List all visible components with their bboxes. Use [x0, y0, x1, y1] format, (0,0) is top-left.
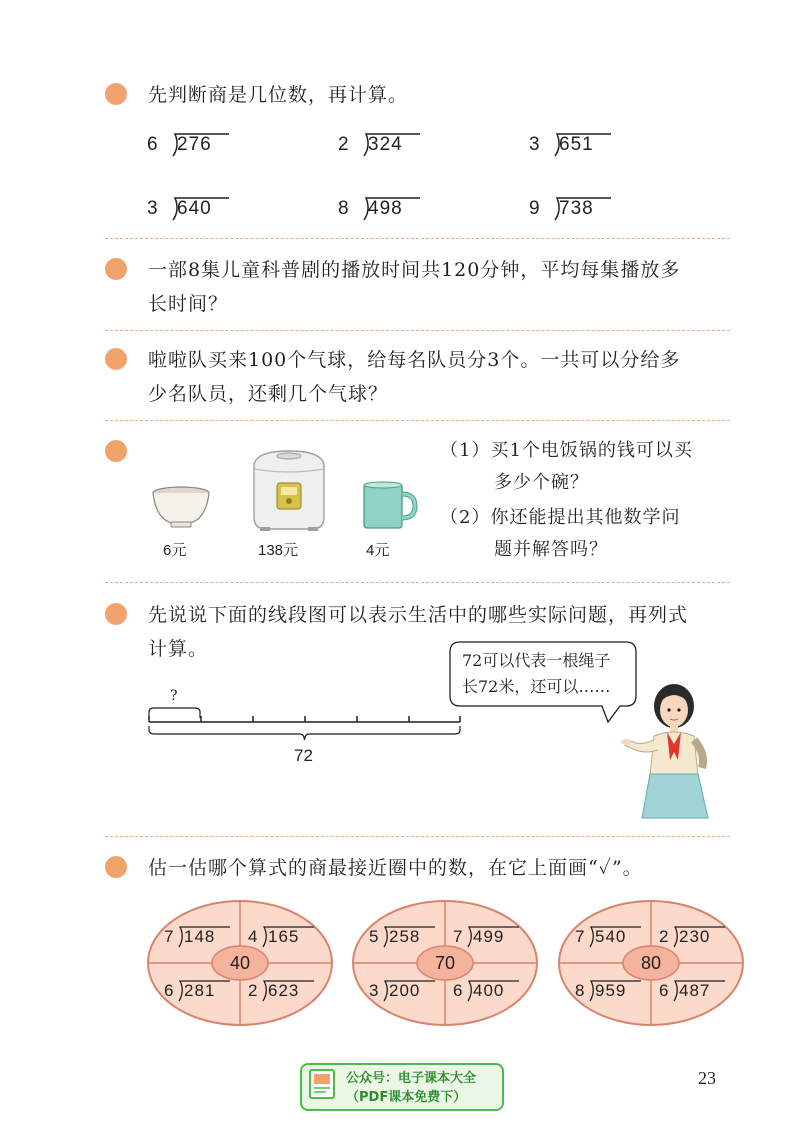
oval-center-number: 70 [434, 953, 456, 973]
divisor: 6 [659, 981, 669, 1000]
speech-bubble-line1: 72可以代表一根绳子 [462, 651, 611, 670]
dividend: 487 [679, 981, 711, 1000]
division-problem [164, 979, 234, 1005]
question-1-line2: 多少个碗？ [494, 472, 589, 493]
division-problem [147, 196, 237, 222]
dividend: 640 [177, 198, 212, 219]
division-problem [248, 979, 318, 1005]
section-bullet [105, 440, 127, 462]
section-bullet [105, 83, 127, 105]
section2-line1: 一部8集儿童科普剧的播放时间共120分钟，平均每集播放多 [148, 259, 681, 281]
bowl-price: 6元 [163, 542, 187, 559]
question-2-line2: 题并解答吗？ [494, 539, 608, 560]
divisor: 3 [369, 981, 379, 1000]
section5-line1: 先说说下面的线段图可以表示生活中的哪些实际问题，再列式 [148, 604, 689, 626]
dividend: 540 [595, 927, 627, 946]
dividend: 738 [559, 198, 594, 219]
unknown-segment-label: ? [170, 688, 178, 704]
dividend: 324 [368, 134, 403, 155]
division-problem [147, 132, 237, 158]
section3-line1: 啦啦队买来100个气球，给每名队员分3个。一共可以分给多 [148, 349, 681, 371]
total-length-label: 72 [294, 746, 313, 765]
divisor: 2 [338, 134, 349, 155]
dividend: 276 [177, 134, 212, 155]
dividend: 200 [389, 981, 421, 1000]
dividend: 165 [268, 927, 300, 946]
section1-instruction: 先判断商是几位数，再计算。 [148, 84, 409, 106]
division-problem [369, 979, 439, 1005]
oval-center-number: 80 [640, 953, 662, 973]
section-bullet [105, 258, 127, 280]
division-problem [529, 196, 619, 222]
line-segment-diagram [140, 688, 470, 748]
section5-line2: 计算。 [148, 638, 209, 660]
watermark-line1: 公众号：电子课本大全 [346, 1071, 477, 1086]
divisor: 6 [164, 981, 174, 1000]
dividend: 959 [595, 981, 627, 1000]
bowl-icon [150, 485, 212, 531]
division-problem [248, 925, 318, 951]
division-problem [659, 925, 729, 951]
division-problem [575, 979, 645, 1005]
division-problem [453, 925, 523, 951]
divisor: 8 [575, 981, 585, 1000]
divisor: 6 [147, 134, 158, 155]
division-problem [659, 979, 729, 1005]
oval-center-number: 40 [229, 953, 251, 973]
divisor: 7 [453, 927, 463, 946]
divisor: 6 [453, 981, 463, 1000]
speech-bubble-line2: 长72米，还可以…… [462, 677, 611, 696]
question-2-line1: （2）你还能提出其他数学问 [440, 507, 681, 528]
section-bullet [105, 856, 127, 878]
divisor: 3 [529, 134, 540, 155]
dividend: 148 [184, 927, 216, 946]
book-icon [308, 1068, 338, 1102]
division-problem [369, 925, 439, 951]
mug-icon [360, 480, 418, 532]
dividend: 623 [268, 981, 300, 1000]
section-divider [105, 836, 730, 837]
section-bullet [105, 603, 127, 625]
section-divider [105, 330, 730, 331]
dividend: 258 [389, 927, 421, 946]
dividend: 498 [368, 198, 403, 219]
divisor: 9 [529, 198, 540, 219]
dividend: 651 [559, 134, 594, 155]
division-problem [529, 132, 619, 158]
division-problem [338, 196, 428, 222]
section6-instruction: 估一估哪个算式的商最接近圈中的数，在它上面画“✓”。 [148, 857, 643, 879]
section-divider [105, 582, 730, 583]
division-problem [338, 132, 428, 158]
rice-cooker-icon [246, 447, 332, 533]
section-divider [105, 420, 730, 421]
rice-cooker-price: 138元 [258, 542, 299, 559]
divisor: 7 [164, 927, 174, 946]
watermark-line2: （PDF课本免费下） [346, 1090, 467, 1105]
section-divider [105, 238, 730, 239]
question-1-line1: （1）买1个电饭锅的钱可以买 [440, 440, 693, 461]
dividend: 499 [473, 927, 505, 946]
divisor: 7 [575, 927, 585, 946]
section3-line2: 少名队员，还剩几个气球？ [148, 383, 389, 405]
divisor: 2 [248, 981, 258, 1000]
divisor: 5 [369, 927, 379, 946]
dividend: 281 [184, 981, 216, 1000]
dividend: 230 [679, 927, 711, 946]
section-bullet [105, 348, 127, 370]
divisor: 3 [147, 198, 158, 219]
division-problem [453, 979, 523, 1005]
divisor: 4 [248, 927, 258, 946]
division-problem [575, 925, 645, 951]
divisor: 2 [659, 927, 669, 946]
divisor: 8 [338, 198, 349, 219]
section2-line2: 长时间？ [148, 293, 229, 315]
division-problem [164, 925, 234, 951]
girl-illustration [612, 680, 722, 820]
mug-price: 4元 [366, 542, 390, 559]
dividend: 400 [473, 981, 505, 1000]
page-number: 23 [698, 1068, 716, 1088]
